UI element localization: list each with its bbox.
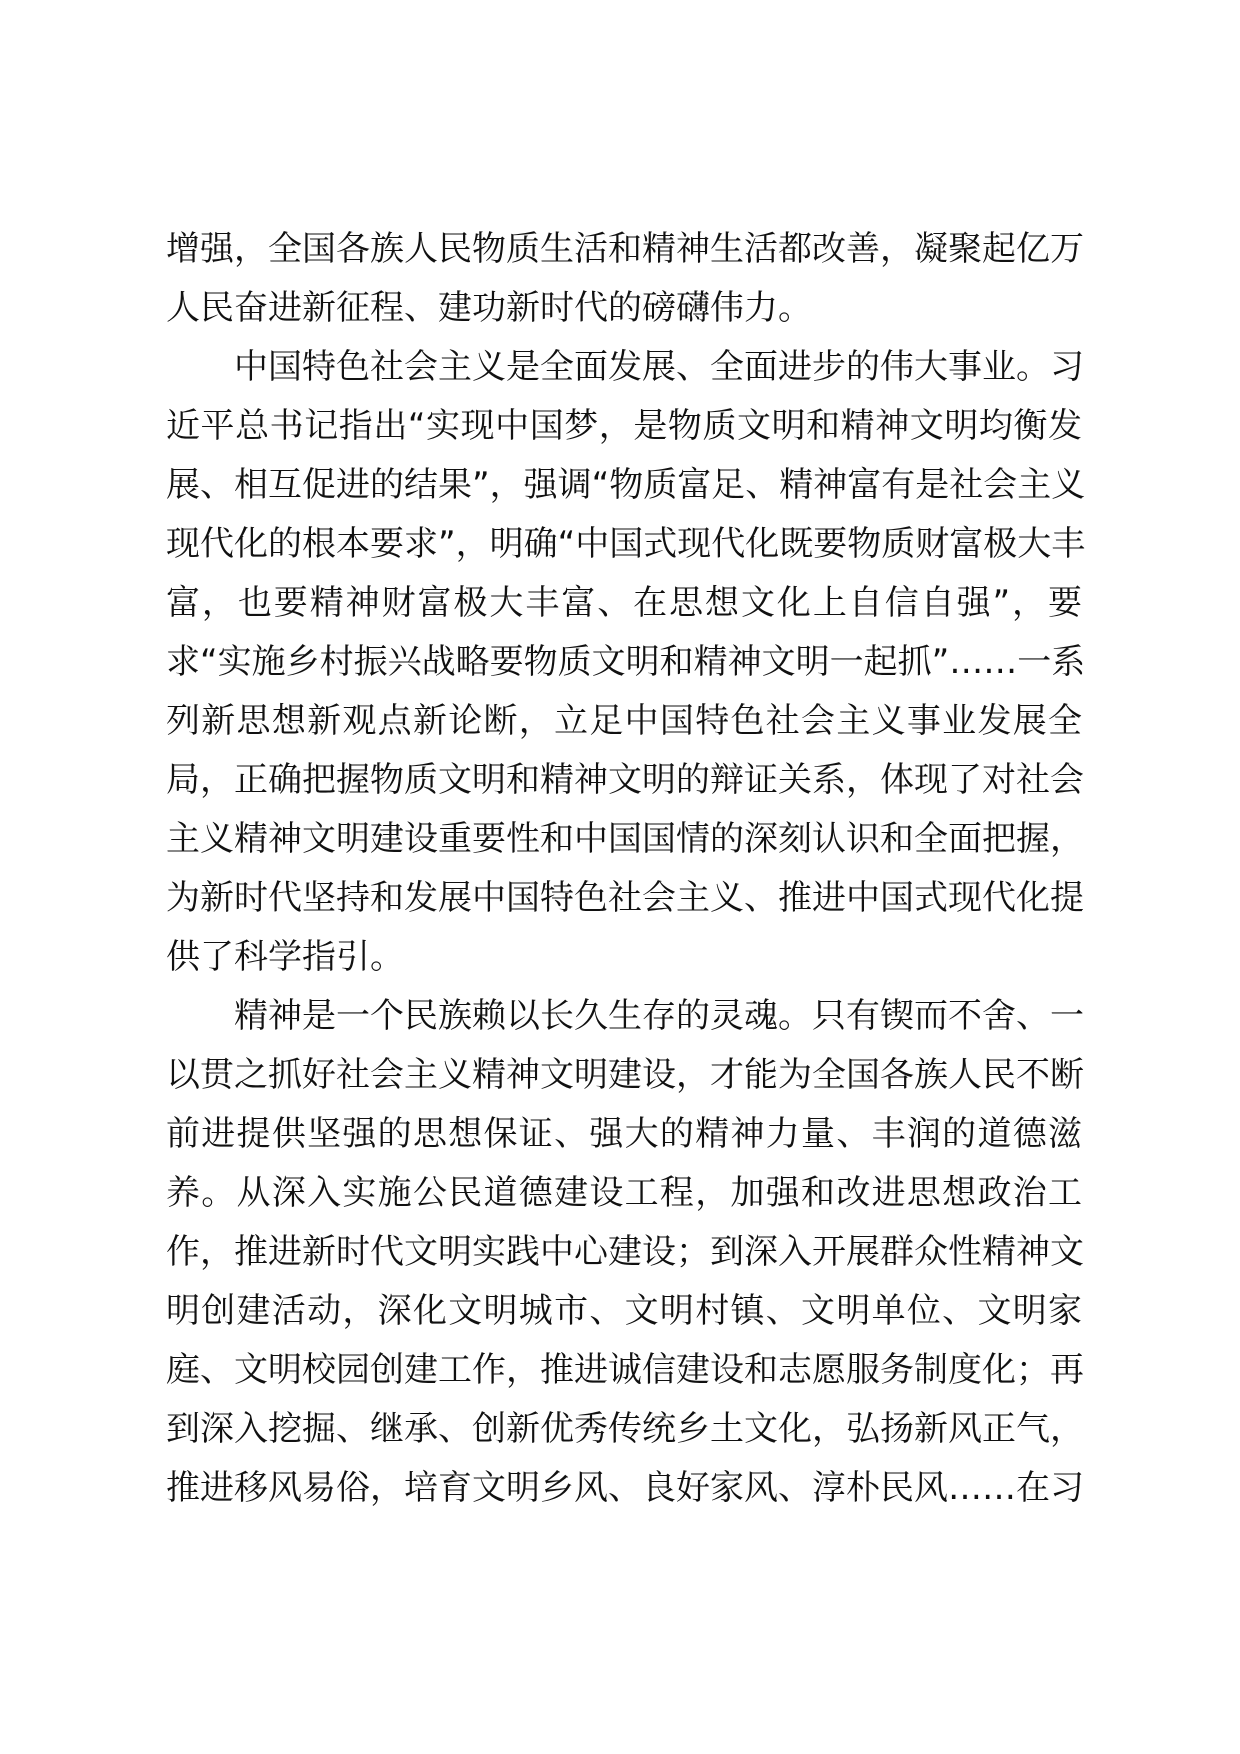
text-line: 求“实施乡村振兴战略要物质文明和精神文明一起抓”……一系 — [166, 642, 1086, 682]
text-line: 展、相互促进的结果”，强调“物质富足、精神富有是社会主义 — [166, 465, 1086, 505]
text-line: 前进提供坚强的思想保证、强大的精神力量、丰润的道德滋 — [166, 1114, 1082, 1154]
text-line: 人民奋进新征程、建功新时代的磅礴伟力。 — [166, 288, 812, 328]
text-line: 增强，全国各族人民物质生活和精神生活都改善，凝聚起亿万 — [166, 229, 1084, 269]
text-line: 中国特色社会主义是全面发展、全面进步的伟大事业。习 — [166, 347, 1084, 387]
paragraph-1 — [166, 220, 1082, 338]
text-line: 精神是一个民族赖以长久生存的灵魂。只有锲而不舍、一 — [166, 996, 1084, 1036]
text-line: 养。从深入实施公民道德建设工程，加强和改进思想政治工 — [166, 1173, 1082, 1213]
text-line: 到深入挖掘、继承、创新优秀传统乡土文化，弘扬新风正气， — [166, 1409, 1084, 1449]
text-line: 以贯之抓好社会主义精神文明建设，才能为全国各族人民不断 — [166, 1055, 1084, 1095]
text-line: 为新时代坚持和发展中国特色社会主义、推进中国式现代化提 — [166, 878, 1084, 918]
text-line: 庭、文明校园创建工作，推进诚信建设和志愿服务制度化；再 — [166, 1350, 1084, 1390]
text-line: 近平总书记指出“实现中国梦，是物质文明和精神文明均衡发 — [166, 406, 1082, 446]
text-line: 现代化的根本要求”，明确“中国式现代化既要物质财富极大丰 — [166, 524, 1086, 564]
text-line: 局，正确把握物质文明和精神文明的辩证关系，体现了对社会 — [166, 760, 1084, 800]
text-line: 富，也要精神财富极大丰富、在思想文化上自信自强”，要 — [166, 583, 1082, 623]
document-body — [166, 220, 1086, 1518]
text-line: 列新思想新观点新论断，立足中国特色社会主义事业发展全 — [166, 701, 1082, 741]
paragraph-2 — [166, 338, 1086, 987]
text-line: 作，推进新时代文明实践中心建设；到深入开展群众性精神文 — [166, 1232, 1084, 1272]
text-line: 推进移风易俗，培育文明乡风、良好家风、淳朴民风……在习 — [166, 1468, 1084, 1508]
text-line: 主义精神文明建设重要性和中国国情的深刻认识和全面把握， — [166, 819, 1084, 859]
text-line: 供了科学指引。 — [166, 937, 404, 977]
paragraph-3 — [166, 987, 1082, 1518]
text-line: 明创建活动，深化文明城市、文明村镇、文明单位、文明家 — [166, 1291, 1082, 1331]
